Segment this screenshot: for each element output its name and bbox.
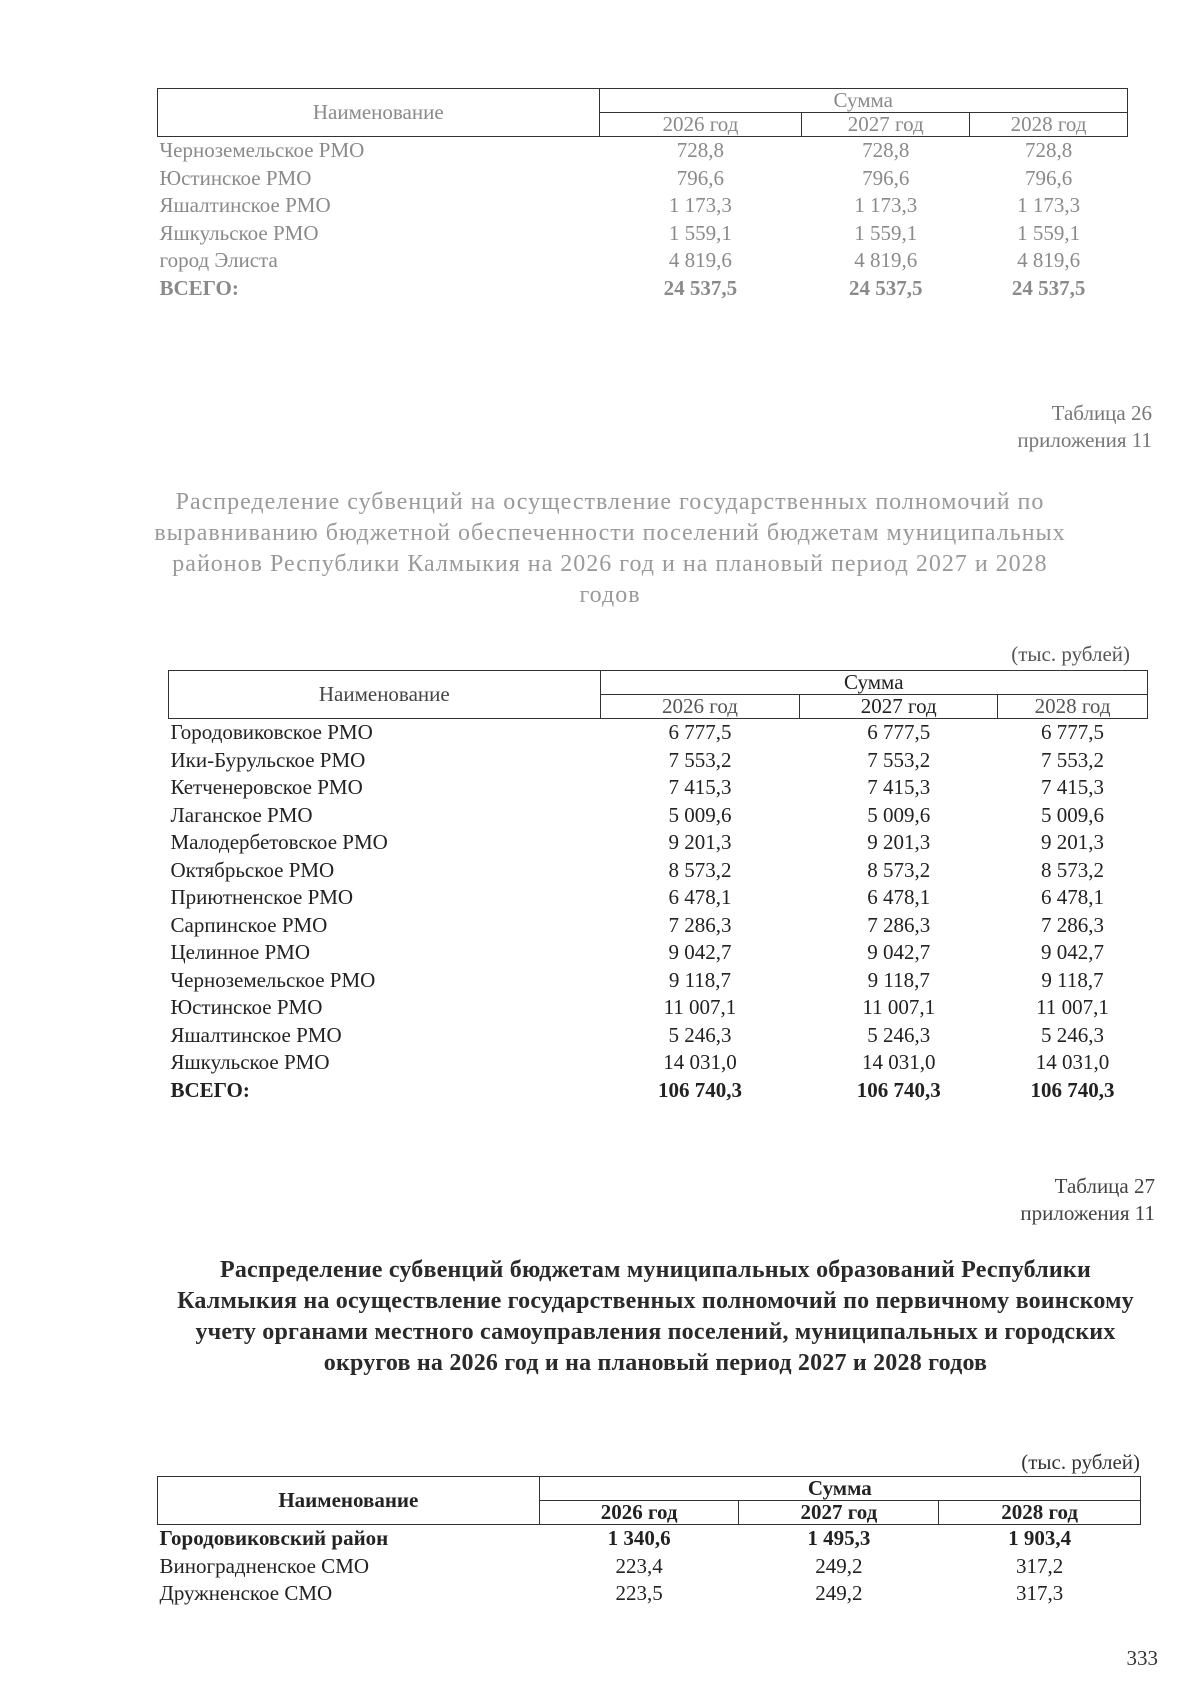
cell-2026: 9 118,7	[668, 967, 732, 992]
cell-2027: 9 201,3	[867, 830, 931, 854]
col-header-2026: 2026 год	[599, 113, 802, 137]
cell-2028: 7 286,3	[1041, 912, 1105, 937]
cell-2028: 8 573,2	[1041, 857, 1105, 882]
col-header-2027: 2027 год	[800, 695, 998, 719]
cell-name: Виноградненское СМО	[159, 1553, 370, 1578]
table-row	[169, 857, 1148, 885]
cell-2028: 9 118,7	[1041, 967, 1104, 992]
cell-name: Целинное РМО	[170, 940, 311, 964]
cell-2027: 1 559,1	[854, 220, 918, 245]
col-header-2027: 2027 год	[739, 1501, 939, 1525]
cell-2026: 7 553,2	[668, 747, 732, 772]
cell-2026: 7 415,3	[668, 775, 732, 799]
cell-2027: 8 573,2	[867, 857, 931, 882]
table26-unit: (тыс. рублей)	[1011, 642, 1130, 666]
table-row	[158, 247, 1128, 275]
cell-2028: 14 031,0	[1035, 1050, 1110, 1074]
table-row	[169, 829, 1148, 857]
cell-2028: 7 415,3	[1041, 775, 1105, 799]
cell-2026: 9 201,3	[668, 830, 732, 854]
table27	[157, 1476, 1141, 1608]
col-header-2028: 2028 год	[970, 113, 1128, 137]
cell-name: Сарпинское РМО	[170, 912, 328, 937]
cell-2026: 8 573,2	[668, 857, 732, 882]
cell-2027: 796,6	[862, 165, 910, 190]
table-row	[158, 1580, 1141, 1608]
cell-2027: 14 031,0	[861, 1050, 936, 1074]
cell-2026: 1 340,6	[607, 1526, 671, 1550]
table-row	[158, 165, 1128, 193]
cell-2028: 5 246,3	[1041, 1022, 1105, 1047]
table-row	[169, 994, 1148, 1022]
table-row	[169, 802, 1148, 830]
table-row	[169, 967, 1148, 995]
table27-caption-line2: приложения 11	[1020, 1201, 1155, 1225]
cell-2028: 106 740,3	[1030, 1077, 1115, 1102]
cell-2028: 6 478,1	[1041, 885, 1105, 909]
table-row	[158, 275, 1128, 303]
table-row	[158, 220, 1128, 248]
cell-name: Городовиковский район	[159, 1526, 389, 1550]
table26-title: Распределение субвенций на осуществление государственных полномочий по выравниванию бюджетной обеспеченности поселений бюджетам муниципальных районов Республики Калмыкия на 2026 год и на плановый период 2027 и 2028 годов	[154, 489, 1066, 608]
cell-2027: 728,8	[862, 138, 910, 162]
cell-2027: 9 042,7	[867, 940, 931, 964]
table26-caption-line2: приложения 11	[1017, 428, 1152, 452]
cell-2028: 9 201,3	[1041, 830, 1105, 854]
col-header-sum: Сумма	[600, 671, 1147, 695]
cell-name: Яшалтинское РМО	[170, 1022, 342, 1047]
cell-2026: 5 009,6	[668, 802, 732, 827]
cell-2027: 9 118,7	[867, 967, 930, 992]
col-header-2028: 2028 год	[998, 695, 1148, 719]
cell-2027: 249,2	[815, 1581, 863, 1605]
table27-caption-line1: Таблица 27	[1054, 1174, 1155, 1198]
cell-2028: 9 042,7	[1041, 940, 1105, 964]
cell-2026: 5 246,3	[668, 1022, 732, 1047]
cell-name: Городовиковское РМО	[170, 720, 373, 744]
cell-2026: 106 740,3	[657, 1077, 742, 1102]
cell-2026: 6 478,1	[668, 885, 732, 909]
table-row	[158, 192, 1128, 220]
col-header-sum: Сумма	[599, 89, 1127, 113]
cell-2026: 4 819,6	[668, 248, 732, 272]
table-row	[169, 884, 1148, 912]
table27-title: Распределение субвенций бюджетам муниципальных образований Республики Калмыкия на осуществление государственных полномочий по первичному воинскому учету органами местного самоуправления поселений, муниципальных и городских округов на 2026 год и на плановый период 2027 и 2028 годов	[177, 1257, 1134, 1376]
table-row	[158, 1525, 1141, 1553]
table-row	[169, 1022, 1148, 1050]
cell-name: Юстинское РМО	[159, 165, 312, 190]
table-row	[169, 1049, 1148, 1077]
cell-2027: 7 415,3	[867, 775, 931, 799]
cell-name: Черноземельское РМО	[159, 138, 365, 162]
col-header-name: Наименование	[158, 1477, 540, 1525]
cell-name: Лаганское РМО	[170, 802, 313, 827]
cell-2026: 14 031,0	[663, 1050, 737, 1074]
cell-name: ВСЕГО:	[159, 275, 239, 300]
col-header-name: Наименование	[158, 89, 600, 137]
cell-name: Ики-Бурульское РМО	[170, 747, 366, 772]
cell-2026: 7 286,3	[668, 912, 732, 937]
cell-2028: 796,6	[1024, 165, 1073, 190]
cell-2026: 728,8	[676, 138, 725, 162]
cell-2026: 11 007,1	[663, 995, 737, 1019]
cell-2027: 4 819,6	[854, 248, 918, 272]
cell-2027: 6 478,1	[867, 885, 931, 909]
cell-2028: 5 009,6	[1041, 802, 1105, 827]
cell-2027: 106 740,3	[856, 1077, 941, 1102]
table26-caption	[752, 400, 1152, 454]
cell-2028: 11 007,1	[1036, 995, 1109, 1019]
cell-2027: 24 537,5	[848, 275, 923, 300]
cell-2028: 24 537,5	[1011, 275, 1086, 300]
cell-name: Черноземельское РМО	[170, 967, 376, 992]
cell-2026: 1 173,3	[668, 193, 732, 217]
cell-name: Дружненское СМО	[159, 1581, 333, 1605]
table26-caption-line1: Таблица 26	[1051, 401, 1152, 425]
cell-2026: 223,5	[615, 1581, 663, 1605]
table27-unit: (тыс. рублей)	[1021, 1450, 1140, 1474]
cell-2026: 24 537,5	[663, 275, 738, 300]
col-header-2028: 2028 год	[939, 1501, 1141, 1525]
col-header-2026: 2026 год	[539, 1501, 739, 1525]
table-row	[169, 939, 1148, 967]
cell-2027: 7 553,2	[867, 747, 931, 772]
cell-2028: 317,2	[1015, 1553, 1064, 1578]
cell-name: Яшалтинское РМО	[159, 193, 331, 217]
table-row	[169, 719, 1148, 747]
cell-2026: 1 559,1	[668, 220, 732, 245]
cell-2026: 223,4	[615, 1553, 663, 1578]
cell-2027: 11 007,1	[862, 995, 936, 1019]
cell-2028: 317,3	[1015, 1581, 1064, 1605]
table26	[168, 670, 1148, 1104]
table-row	[169, 912, 1148, 940]
cell-name: Приютненское РМО	[170, 885, 354, 909]
cell-2027: 6 777,5	[867, 720, 931, 744]
cell-name: Октябрьское РМО	[170, 857, 335, 882]
cell-name: Юстинское РМО	[170, 995, 323, 1019]
page-number: 333	[1126, 1646, 1158, 1670]
cell-2027: 7 286,3	[867, 912, 931, 937]
cell-2026: 9 042,7	[668, 940, 732, 964]
cell-2026: 796,6	[676, 165, 725, 190]
cell-2028: 1 173,3	[1017, 193, 1081, 217]
col-header-name: Наименование	[169, 671, 601, 719]
table-row	[169, 747, 1148, 775]
cell-2027: 5 246,3	[867, 1022, 931, 1047]
col-header-sum: Сумма	[539, 1477, 1140, 1501]
cell-name: ВСЕГО:	[170, 1077, 250, 1102]
cell-2028: 1 559,1	[1017, 220, 1081, 245]
cell-2028: 1 903,4	[1008, 1526, 1072, 1550]
cell-2027: 1 495,3	[807, 1526, 871, 1550]
table-row	[169, 1077, 1148, 1105]
table27-caption	[755, 1173, 1155, 1227]
cell-name: Малодербетовское РМО	[170, 830, 388, 854]
table-row	[169, 774, 1148, 802]
cell-2028: 4 819,6	[1017, 248, 1081, 272]
cell-name: город Элиста	[159, 248, 278, 272]
col-header-2026: 2026 год	[600, 695, 800, 719]
cell-2027: 5 009,6	[867, 802, 931, 827]
cell-2028: 7 553,2	[1041, 747, 1105, 772]
cell-name: Кетченеровское РМО	[170, 775, 363, 799]
col-header-2027: 2027 год	[802, 113, 970, 137]
cell-2026: 6 777,5	[668, 720, 732, 744]
table-row	[158, 137, 1128, 165]
cell-2028: 728,8	[1024, 138, 1073, 162]
table-row	[158, 1553, 1141, 1581]
cell-2027: 249,2	[815, 1553, 863, 1578]
table-top	[157, 88, 1128, 302]
cell-name: Яшкульское РМО	[159, 220, 319, 245]
cell-2028: 6 777,5	[1041, 720, 1105, 744]
cell-name: Яшкульское РМО	[170, 1050, 330, 1074]
cell-2027: 1 173,3	[854, 193, 918, 217]
